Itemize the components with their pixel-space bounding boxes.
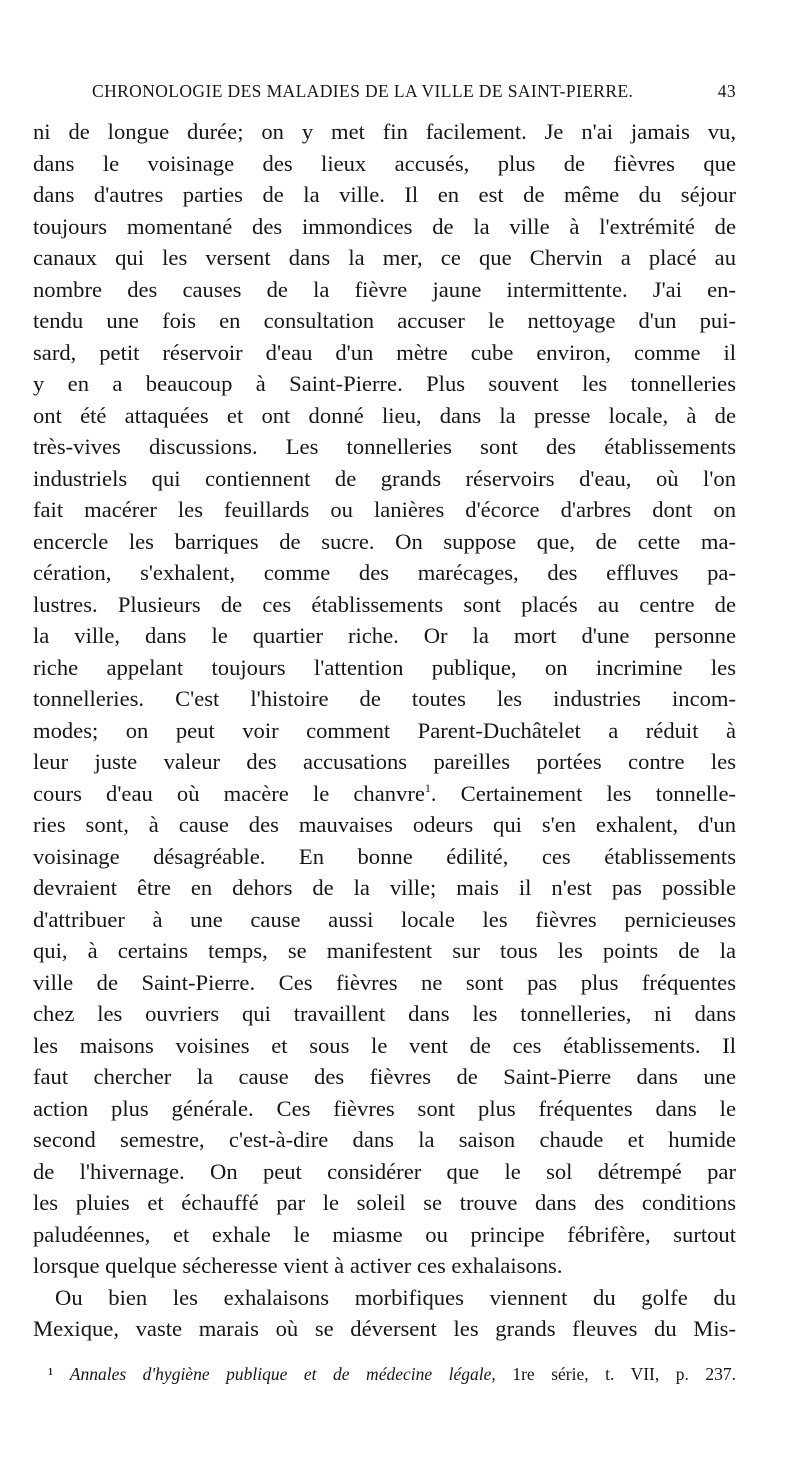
text-line: action plus générale. Ces fièvres sont plus fréquentes dans le (33, 1095, 736, 1121)
body-text (33, 116, 736, 1345)
text-line: riche appelant toujours l'attention publique, on incrimine les (33, 654, 736, 680)
text-line: cours d'eau où macère le chanvre$^1$. Certainement les tonnelle- (33, 780, 736, 806)
text-line: nombre des causes de la fièvre jaune intermittente. J'ai en- (33, 276, 736, 302)
text-line: faut chercher la cause des fièvres de Saint-Pierre dans une (33, 1064, 736, 1089)
text-line: ont été attaquées et ont donné lieu, dans la presse locale, à de (33, 402, 736, 428)
text-line: leur juste valeur des accusations pareilles portées contre les (33, 749, 736, 774)
text-line: lorsque quelque sécheresse vient à activer ces exhalaisons. (33, 1253, 563, 1278)
footnote (48, 1363, 736, 1385)
text-line: modes; on peut voir comment Parent-Duchâtelet a réduit à (33, 717, 736, 743)
text-line: d'attribuer à une cause aussi locale les fièvres pernicieuses (33, 906, 736, 932)
text-line: fait macérer les feuillards ou lanières d'écorce d'arbres dont on (33, 497, 736, 522)
text-line: les pluies et échauffé par le soleil se trouve dans des conditions (33, 1190, 736, 1215)
text-line: canaux qui les versent dans la mer, ce que Chervin a placé au (33, 245, 736, 270)
text-line: très-vives discussions. Les tonnelleries sont des établissements (33, 434, 736, 459)
text-line: devraient être en dehors de la ville; mais il n'est pas possible (33, 875, 736, 900)
text-line: encercle les barriques de sucre. On suppose que, de cette ma- (33, 528, 736, 554)
text-line: lustres. Plusieurs de ces établissements sont placés au centre de (33, 591, 736, 617)
text-line: voisinage désagréable. En bonne édilité, ces établissements (33, 843, 736, 869)
text-line: sard, petit réservoir d'eau d'un mètre cube environ, comme il (33, 339, 736, 365)
text-line: tendu une fois en consultation accuser le nettoyage d'un pui- (33, 308, 736, 333)
text-line: dans le voisinage des lieux accusés, plus de fièvres que (33, 150, 736, 176)
text-line: ries sont, à cause des mauvaises odeurs qui s'en exhalent, d'un (33, 812, 736, 837)
text-line: ni de longue durée; on y met fin facilement. Je n'ai jamais vu, (33, 119, 736, 144)
text-line: chez les ouvriers qui travaillent dans les tonnelleries, ni dans (33, 1001, 736, 1026)
footnote-details: 1re série, t. VII, p. 237. (512, 1364, 737, 1384)
running-title: CHRONOLOGIE DES MALADIES DE LA VILLE DE SAINT-PIERRE. (92, 81, 634, 101)
text-line: dans d'autres parties de la ville. Il en est de même du séjour (33, 182, 736, 207)
running-header (92, 80, 736, 102)
text-line: Ou bien les exhalaisons morbifiques viennent du golfe du (55, 1284, 736, 1310)
text-line: qui, à certains temps, se manifestent sur tous les points de la (33, 938, 736, 963)
text-line: y en a beaucoup à Saint-Pierre. Plus souvent les tonnelleries (33, 371, 736, 396)
text-line: les maisons voisines et sous le vent de ces établissements. Il (33, 1032, 736, 1058)
page-number: 43 (717, 81, 736, 101)
text-line: second semestre, c'est-à-dire dans la saison chaude et humide (33, 1127, 736, 1152)
text-line: paludéennes, et exhale le miasme ou principe fébrifère, surtout (33, 1221, 736, 1247)
text-line: ville de Saint-Pierre. Ces fièvres ne sont pas plus fréquentes (33, 969, 736, 995)
footnote-reference: 1 (424, 780, 431, 795)
text-line: toujours momentané des immondices de la ville à l'extrémité de (33, 213, 736, 239)
text-line: tonnelleries. C'est l'histoire de toutes les industries incom- (33, 686, 736, 711)
text-line: la ville, dans le quartier riche. Or la mort d'une personne (33, 623, 736, 648)
text-line: de l'hivernage. On peut considérer que le sol détrempé par (33, 1158, 736, 1184)
text-line: Mexique, vaste marais où se déversent les grands fleuves du Mis- (33, 1316, 736, 1341)
footnote-source: Annales d'hygiène publique et de médecine légale, (69, 1364, 496, 1384)
text-line: industriels qui contiennent de grands réservoirs d'eau, où l'on (33, 465, 736, 491)
footnote-marker: ¹ (48, 1364, 54, 1384)
text-line: cération, s'exhalent, comme des marécages, des effluves pa- (33, 560, 736, 585)
